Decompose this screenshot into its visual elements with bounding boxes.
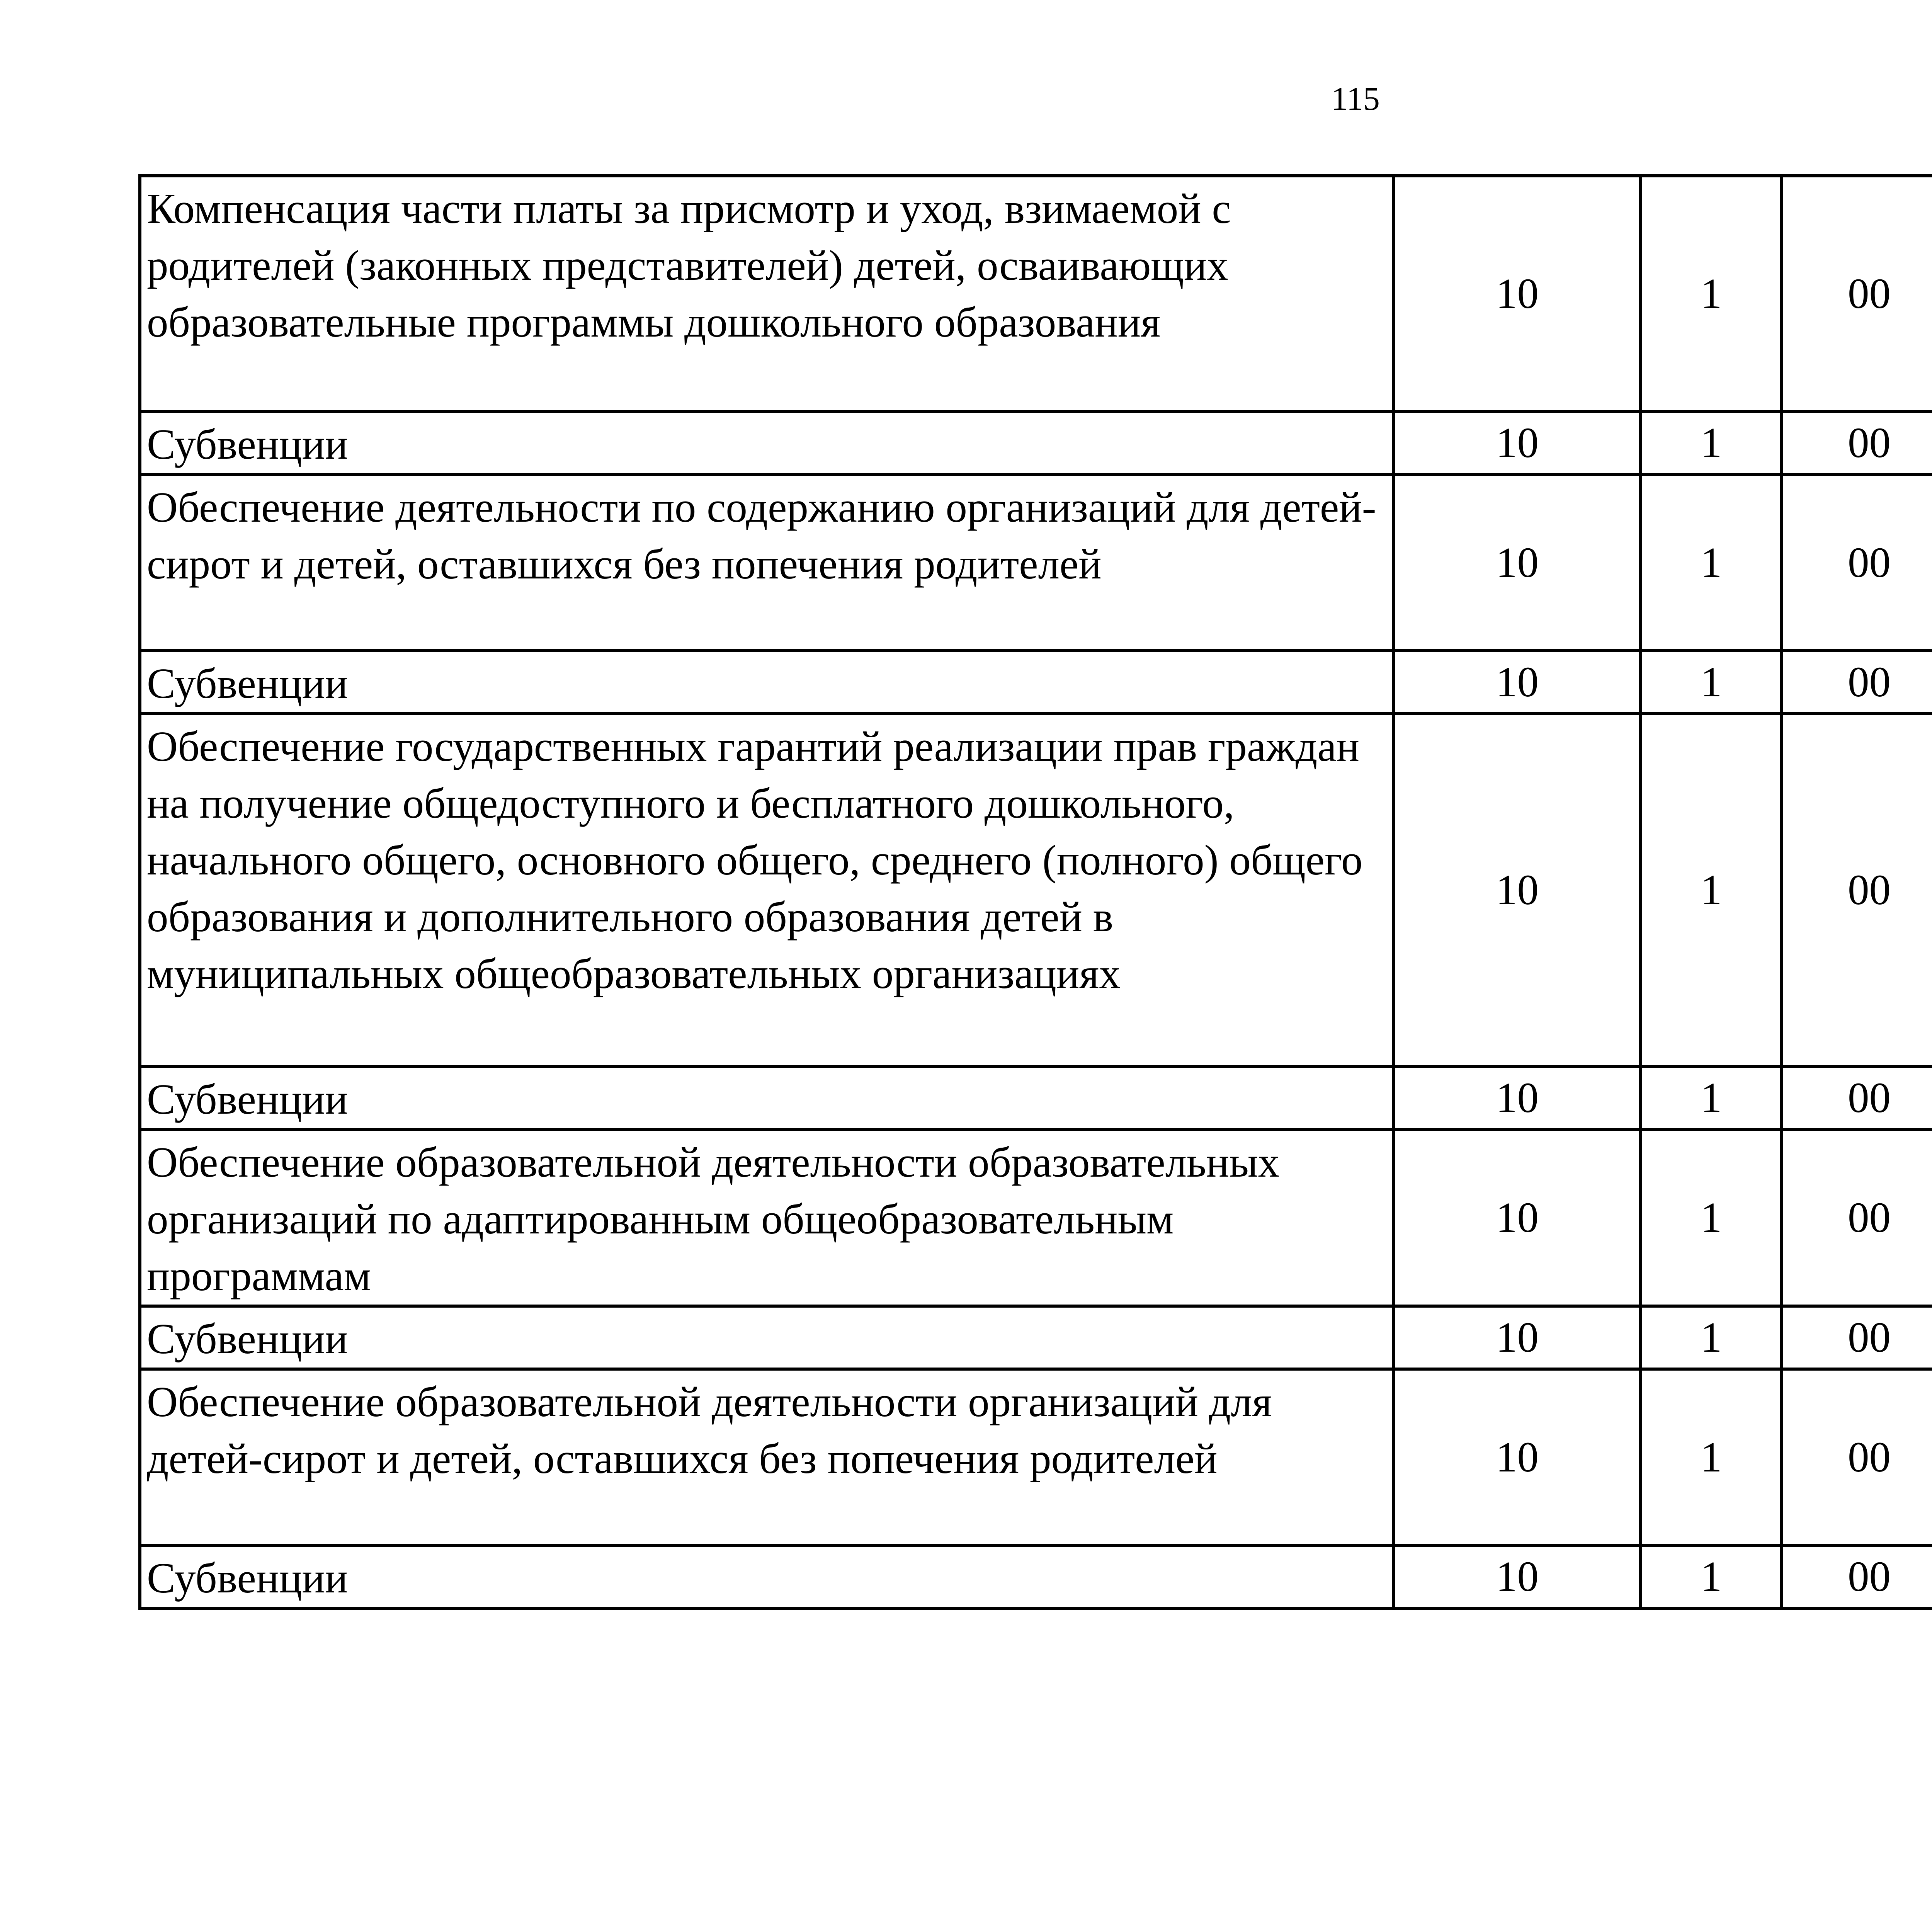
row-name: Субвенции [140,412,1394,475]
table-row [140,714,1932,1067]
row-name: Субвенции [140,1306,1394,1369]
program-code: 00 [1782,1545,1932,1608]
program-code: 00 [1782,475,1932,651]
table-row [140,651,1932,714]
row-name: Субвенции [140,1067,1394,1129]
subsection-code: 1 [1641,1067,1782,1129]
table-row [140,412,1932,475]
program-code: 00 [1782,714,1932,1067]
program-code: 00 [1782,412,1932,475]
subsection-code: 1 [1641,1306,1782,1369]
section-code: 10 [1394,475,1641,651]
row-name: Обеспечение деятельности по содержанию организаций для детей-сирот и детей, оставшихся без попечения родителей [140,475,1394,651]
table-row [140,1369,1932,1545]
subsection-code: 1 [1641,412,1782,475]
table-row [140,176,1932,412]
row-name: Субвенции [140,651,1394,714]
subsection-code: 1 [1641,1369,1782,1545]
row-name: Субвенции [140,1545,1394,1608]
table-row [140,1306,1932,1369]
row-name: Обеспечение образовательной деятельности образовательных организаций по адаптированным общеобразовательным программам [140,1129,1394,1306]
section-code: 10 [1394,651,1641,714]
section-code: 10 [1394,1129,1641,1306]
section-code: 10 [1394,1545,1641,1608]
budget-table [138,174,1932,1610]
section-code: 10 [1394,412,1641,475]
subsection-code: 1 [1641,1545,1782,1608]
program-code: 00 [1782,1306,1932,1369]
row-name: Обеспечение государственных гарантий реализации прав граждан на получение общедоступного и бесплатного дошкольного, начального общего, основного общего, среднего (полного) общего образования и дополнительного образования детей в муниципальных общеобразовательных организациях [140,714,1394,1067]
table-row [140,475,1932,651]
subsection-code: 1 [1641,176,1782,412]
table-row [140,1129,1932,1306]
row-name: Компенсация части платы за присмотр и уход, взимаемой с родителей (законных представителей) детей, осваивающих образовательные программы дошкольного образования [140,176,1394,412]
section-code: 10 [1394,1306,1641,1369]
table-row [140,1067,1932,1129]
program-code: 00 [1782,651,1932,714]
section-code: 10 [1394,714,1641,1067]
row-name: Обеспечение образовательной деятельности организаций для детей-сирот и детей, оставшихся без попечения родителей [140,1369,1394,1545]
section-code: 10 [1394,176,1641,412]
subsection-code: 1 [1641,714,1782,1067]
program-code: 00 [1782,1129,1932,1306]
program-code: 00 [1782,1369,1932,1545]
subsection-code: 1 [1641,475,1782,651]
section-code: 10 [1394,1369,1641,1545]
table-row [140,1545,1932,1608]
program-code: 00 [1782,176,1932,412]
program-code: 00 [1782,1067,1932,1129]
subsection-code: 1 [1641,651,1782,714]
section-code: 10 [1394,1067,1641,1129]
page-number: 115 [1331,80,1380,117]
subsection-code: 1 [1641,1129,1782,1306]
